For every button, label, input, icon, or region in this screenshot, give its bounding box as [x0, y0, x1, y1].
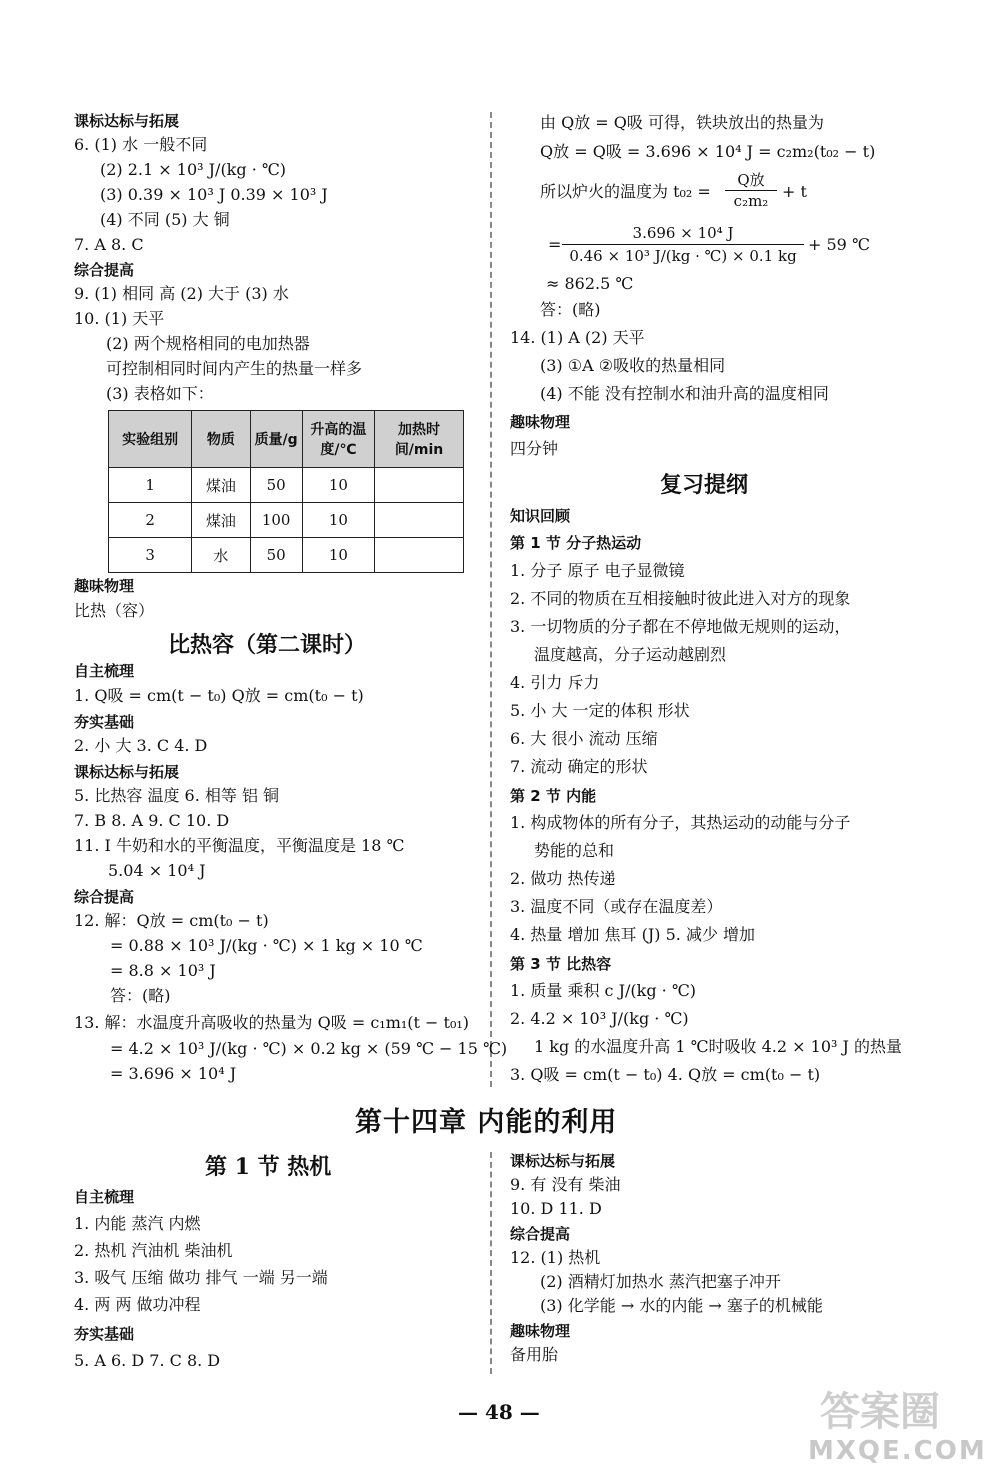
review-title: 复习提纲: [660, 472, 749, 498]
answer-line: (2) 两个规格相同的电加热器: [106, 334, 310, 353]
column-divider-top: [490, 112, 492, 1087]
fraction-numerator: 3.696 × 10⁴ J: [562, 222, 804, 245]
table-header-cell: 升高的温度/℃: [302, 411, 374, 468]
answer-line: 2. 不同的物质在互相接触时彼此进入对方的现象: [510, 589, 851, 608]
section-title: 第 1 节 热机: [205, 1154, 332, 1180]
answer-line: 3. Q吸 = cm(t − t₀) 4. Q放 = cm(t₀ − t): [510, 1065, 821, 1084]
answer-line: 9. 有 没有 柴油: [510, 1175, 621, 1194]
answer-line: 7. B 8. A 9. C 10. D: [74, 811, 230, 830]
answer-line: (3) 化学能 → 水的内能 → 塞子的机械能: [540, 1296, 823, 1315]
chapter-title: 第十四章 内能的利用: [355, 1107, 618, 1138]
answer-line: 14. (1) A (2) 天平: [510, 328, 645, 347]
answer-line: ≈ 862.5 ℃: [546, 274, 634, 293]
answer-line: 3. 温度不同（或存在温度差）: [510, 897, 723, 916]
answer-line: 答：(略): [110, 986, 171, 1005]
subsection-heading: 第 3 节 比热容: [510, 955, 612, 973]
answer-line: + t: [782, 182, 807, 201]
section-heading: 自主梳理: [74, 1188, 135, 1206]
answer-line: 5. A 6. D 7. C 8. D: [74, 1351, 221, 1370]
table-cell: 1: [109, 468, 192, 503]
table-cell: 50: [250, 468, 302, 503]
section-heading: 综合提高: [74, 888, 135, 906]
answer-line: 1. Q吸 = cm(t − t₀) Q放 = cm(t₀ − t): [74, 686, 364, 705]
answer-line: 2. 热机 汽油机 柴油机: [74, 1241, 233, 1260]
answer-line: 1. 内能 蒸汽 内燃: [74, 1214, 201, 1233]
table-header-cell: 实验组别: [109, 411, 192, 468]
subsection-heading: 第 1 节 分子热运动: [510, 534, 642, 552]
answer-line: + 59 ℃: [808, 235, 870, 254]
table-cell: 2: [109, 503, 192, 538]
answer-line: 6. (1) 水 一般不同: [74, 135, 208, 154]
answer-line: 2. 做功 热传递: [510, 869, 616, 888]
answer-line: 10. (1) 天平: [74, 309, 165, 328]
answer-line: 备用胎: [510, 1345, 559, 1364]
answer-line: =: [548, 235, 562, 254]
answer-line: 1. 质量 乘积 c J/(kg · ℃): [510, 981, 696, 1000]
experiment-table: [108, 410, 464, 573]
answer-line: 12. (1) 热机: [510, 1248, 601, 1267]
answer-line: 由 Q放 = Q吸 可得，铁块放出的热量为: [540, 113, 824, 132]
table-cell: [375, 538, 464, 573]
answer-line: 5.04 × 10⁴ J: [108, 861, 206, 880]
answer-line: 9. (1) 相同 高 (2) 大于 (3) 水: [74, 284, 289, 303]
table-row: [109, 538, 464, 573]
answer-line: 比热（容）: [74, 601, 155, 620]
section-heading: 趣味物理: [510, 413, 571, 431]
table-cell: [375, 503, 464, 538]
table-row: [109, 503, 464, 538]
answer-line: 可控制相同时间内产生的热量一样多: [106, 359, 363, 378]
table-cell: 水: [192, 538, 250, 573]
fraction: [725, 170, 777, 211]
answer-line: = 3.696 × 10⁴ J: [110, 1064, 237, 1083]
table-cell: 10: [302, 538, 374, 573]
answer-line: 6. 大 很小 流动 压缩: [510, 729, 658, 748]
answer-line: (3) 0.39 × 10³ J 0.39 × 10³ J: [100, 185, 328, 204]
answer-line: 答：(略): [540, 300, 601, 319]
fraction-numerator: Q放: [725, 170, 777, 191]
section-heading: 综合提高: [74, 261, 135, 279]
table-cell: 煤油: [192, 468, 250, 503]
answer-line: 所以炉火的温度为 t₀₂ =: [540, 182, 711, 201]
subsection-heading: 第 2 节 内能: [510, 787, 597, 805]
answer-line: 7. A 8. C: [74, 235, 144, 254]
table-cell: 50: [250, 538, 302, 573]
table-cell: 3: [109, 538, 192, 573]
section-heading: 课标达标与拓展: [74, 112, 180, 130]
page-number: — 48 —: [458, 1400, 540, 1424]
table-header-row: [109, 411, 464, 468]
answer-line: 4. 热量 增加 焦耳 (J) 5. 减少 增加: [510, 925, 756, 944]
table-header-cell: 物质: [192, 411, 250, 468]
answer-line: 1. 分子 原子 电子显微镜: [510, 561, 685, 580]
fraction: [562, 222, 804, 267]
section-heading: 趣味物理: [74, 577, 135, 595]
answer-line: (2) 酒精灯加热水 蒸汽把塞子冲开: [540, 1272, 781, 1291]
fraction-denominator: c₂m₂: [733, 192, 769, 210]
answer-line: 1 kg 的水温度升高 1 ℃时吸收 4.2 × 10³ J 的热量: [534, 1037, 903, 1056]
answer-line: 5. 比热容 温度 6. 相等 铝 铜: [74, 786, 280, 805]
answer-line: 12. 解：Q放 = cm(t₀ − t): [74, 911, 269, 930]
section-heading: 自主梳理: [74, 662, 135, 680]
answer-line: 四分钟: [510, 439, 559, 458]
answer-line: 5. 小 大 一定的体积 形状: [510, 701, 690, 720]
table-header-cell: 质量/g: [250, 411, 302, 468]
section-heading: 综合提高: [510, 1225, 571, 1243]
section-heading: 趣味物理: [510, 1322, 571, 1340]
answer-line: 势能的总和: [534, 841, 615, 860]
answer-line: Q放 = Q吸 = 3.696 × 10⁴ J = c₂m₂(t₀₂ − t): [540, 142, 876, 161]
fraction-denominator: 0.46 × 10³ J/(kg · ℃) × 0.1 kg: [569, 247, 797, 265]
table-cell: [375, 468, 464, 503]
answer-line: 11. Ⅰ 牛奶和水的平衡温度，平衡温度是 18 ℃: [74, 836, 405, 855]
answer-line: (3) 表格如下：: [106, 384, 214, 403]
answer-line: 7. 流动 确定的形状: [510, 757, 648, 776]
section-heading: 夯实基础: [74, 1325, 135, 1343]
lesson-title: 比热容（第二课时）: [168, 632, 367, 658]
answer-line: 4. 引力 斥力: [510, 673, 600, 692]
section-heading: 知识回顾: [510, 507, 571, 525]
section-heading: 课标达标与拓展: [510, 1152, 616, 1170]
answer-line: (4) 不能 没有控制水和油升高的温度相同: [540, 384, 829, 403]
table-row: [109, 468, 464, 503]
answer-line: = 4.2 × 10³ J/(kg · ℃) × 0.2 kg × (59 ℃ − 15 ℃): [110, 1039, 508, 1058]
answer-line: 4. 两 两 做功冲程: [74, 1295, 201, 1314]
table-cell: 煤油: [192, 503, 250, 538]
answer-line: 1. 构成物体的所有分子，其热运动的动能与分子: [510, 813, 851, 832]
answer-line: = 8.8 × 10³ J: [110, 961, 216, 980]
answer-line: (3) ①A ②吸收的热量相同: [540, 356, 726, 375]
table-cell: 10: [302, 503, 374, 538]
answer-line: 2. 小 大 3. C 4. D: [74, 736, 208, 755]
answer-line: (2) 2.1 × 10³ J/(kg · ℃): [100, 160, 287, 179]
answer-line: = 0.88 × 10³ J/(kg · ℃) × 1 kg × 10 ℃: [110, 936, 423, 955]
section-heading: 夯实基础: [74, 713, 135, 731]
table-cell: 100: [250, 503, 302, 538]
watermark-logo: 答案圈: [820, 1389, 940, 1435]
section-heading: 课标达标与拓展: [74, 763, 180, 781]
table-cell: 10: [302, 468, 374, 503]
answer-line: 温度越高，分子运动越剧烈: [534, 645, 727, 664]
answer-line: 10. D 11. D: [510, 1199, 602, 1218]
answer-line: 13. 解：水温度升高吸收的热量为 Q吸 = c₁m₁(t − t₀₁): [74, 1013, 470, 1032]
column-divider-bottom: [490, 1152, 492, 1374]
answer-line: (4) 不同 (5) 大 铜: [100, 210, 230, 229]
table-header-cell: 加热时间/min: [375, 411, 464, 468]
answer-line: 2. 4.2 × 10³ J/(kg · ℃): [510, 1009, 689, 1028]
answer-line: 3. 一切物质的分子都在不停地做无规则的运动，: [510, 617, 851, 636]
answer-line: 3. 吸气 压缩 做功 排气 一端 另一端: [74, 1268, 328, 1287]
watermark-url: MXQE.COM: [808, 1436, 987, 1466]
